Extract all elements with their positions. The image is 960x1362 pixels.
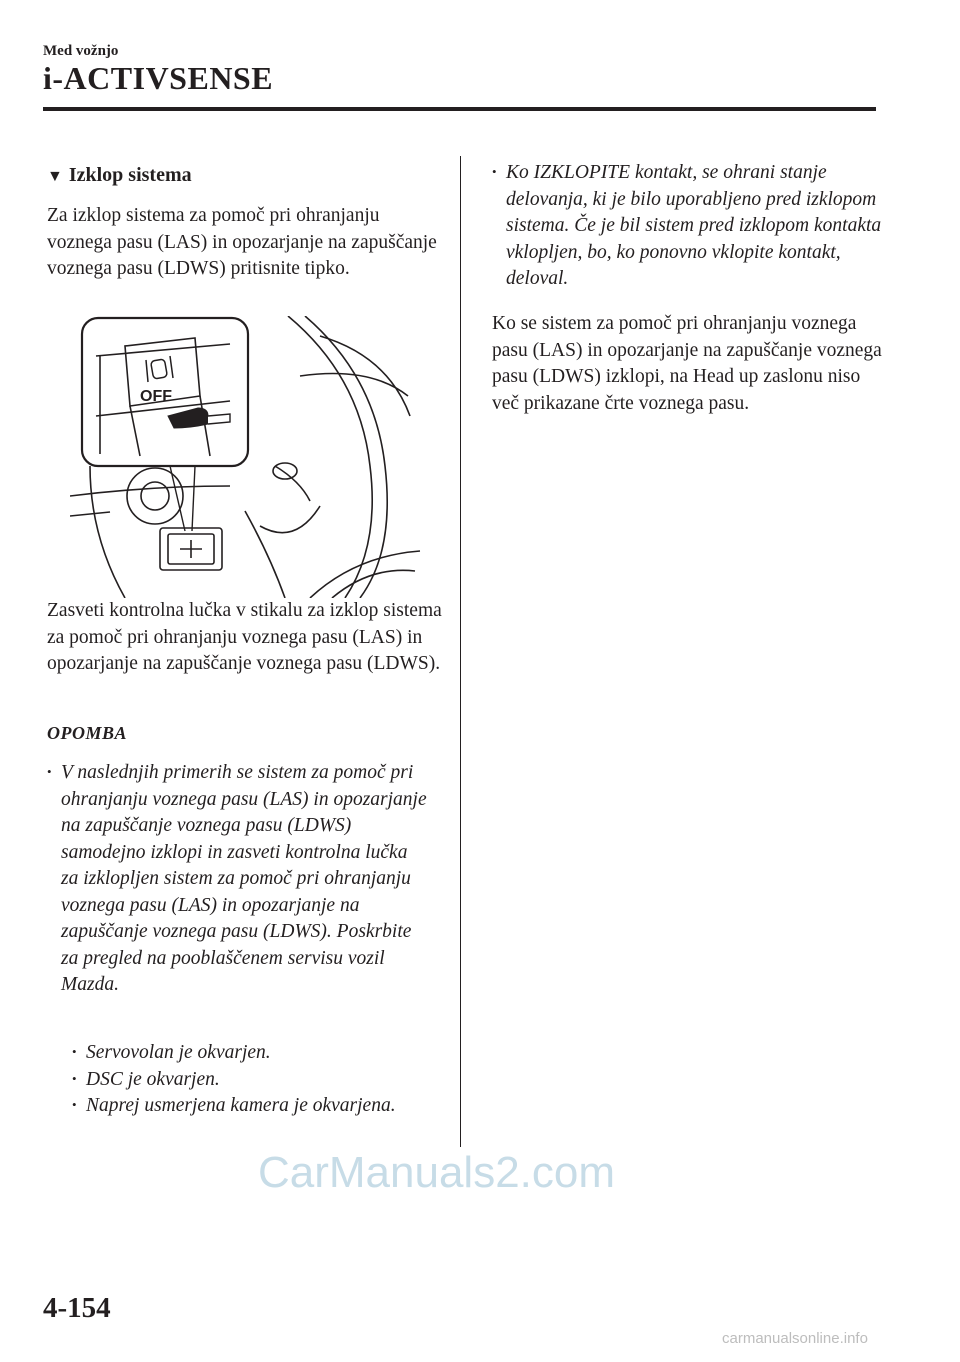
watermark: CarManuals2.com <box>258 1148 616 1197</box>
head-up-display-paragraph: Ko se sistem za pomoč pri ohranjanju voznega pasu (LAS) in opozarjanje na zapuščanje voznega pasu (LDWS) izklopi, na Head up zaslonu niso več prikazane črte voznega pasu. <box>492 313 882 414</box>
fault-list <box>72 1040 427 1120</box>
column-divider <box>460 156 461 1147</box>
header-rule <box>43 107 876 111</box>
right-note-list <box>492 160 882 293</box>
page-number: 4-154 <box>43 1292 111 1324</box>
chapter-title: i-ACTIVSENSE <box>43 60 274 96</box>
intro-paragraph: Za izklop sistema za pomoč pri ohranjanju voznega pasu (LAS) in opozarjanje na zapuščanje voznega pasu (LDWS) pritisnite tipko. <box>47 205 437 279</box>
list-item: • Naprej usmerjena kamera je okvarjena. <box>72 1093 427 1120</box>
section-heading <box>47 162 447 191</box>
section-label: Med vožnjo <box>43 43 119 59</box>
lane-keep-off-switch-illustration <box>70 316 430 598</box>
list-item: • Ko IZKLOPITE kontakt, se ohrani stanje delovanja, ki je bilo uporabljeno pred izklopom sistema. Če je bil sistem pred izklopom kontakta vklopljen, bo, ko ponovno vklopite kontakt, deloval. <box>492 160 882 293</box>
list-item: • DSC je okvarjen. <box>72 1067 427 1094</box>
section-heading-text: Izklop sistema <box>68 164 192 186</box>
note-title: OPOMBA <box>47 723 128 743</box>
triangle-marker-icon: ▼ <box>47 168 63 185</box>
list-item: • V naslednjih primerih se sistem za pomoč pri ohranjanju voznega pasu (LAS) in opozarjanje na zapuščanje voznega pasu (LDWS) samodejno izklopi in zasveti kontrolna lučka za izklopljen sistem za pomoč pri ohranjanju voznega pasu (LAS) in opozarjanje na zapuščanje voznega pasu (LDWS). Poskrbite za pregled na pooblaščenem servisu vozil Mazda. <box>47 760 427 999</box>
off-button-label: OFF <box>140 388 172 405</box>
footer-site-link[interactable]: carmanualsonline.info <box>722 1330 868 1347</box>
indicator-paragraph: Zasveti kontrolna lučka v stikalu za izklop sistema za pomoč pri ohranjanju voznega pasu (LAS) in opozarjanje na zapuščanje voznega pasu (LDWS). <box>47 600 442 674</box>
note-list <box>47 760 427 999</box>
list-item: • Servovolan je okvarjen. <box>72 1040 427 1067</box>
